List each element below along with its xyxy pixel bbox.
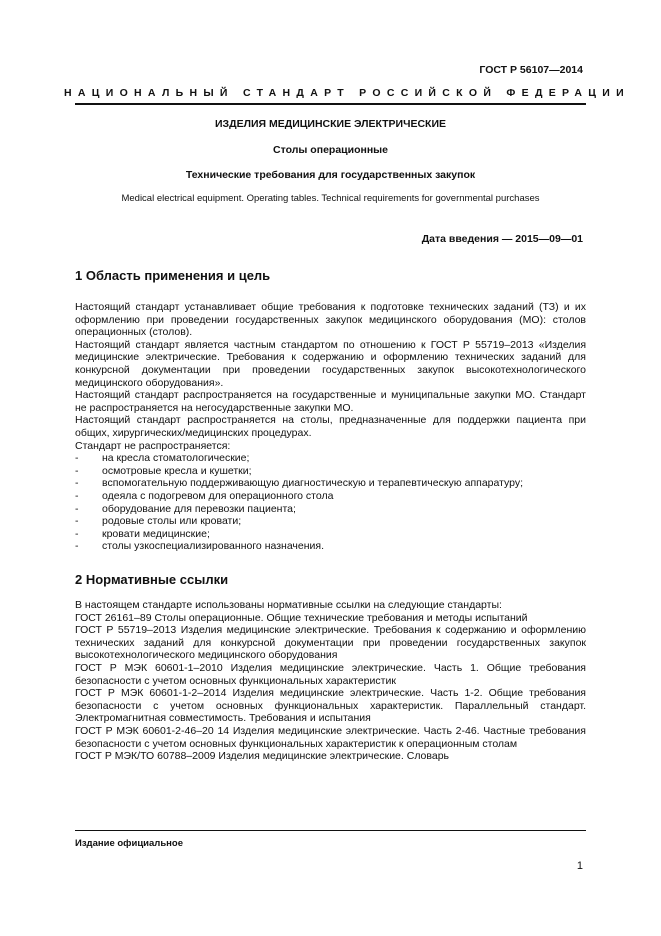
- reference-item: ГОСТ Р МЭК/ТО 60788–2009 Изделия медицинские электрические. Словарь: [75, 750, 450, 763]
- section-1-body: [75, 301, 586, 553]
- document-code: ГОСТ Р 56107—2014: [479, 64, 583, 76]
- standard-subtitle: Столы операционные: [273, 144, 388, 156]
- paragraph: Настоящий стандарт распространяется на государственные и муниципальные закупки МО. Стандарт не распространяется на негосударственные закупки МО.: [75, 389, 586, 414]
- reference-item: ГОСТ 26161–89 Столы операционные. Общие технические требования и методы испытаний: [75, 611, 528, 624]
- list-item-text: оборудование для перевозки пациента;: [102, 502, 296, 515]
- list-dash: -: [75, 502, 79, 515]
- reference-item: ГОСТ Р МЭК 60601-1-2–2014 Изделия медицинские электрические. Часть 1-2. Общие требования безопасности с учетом основных функциональных характеристик. Параллельный стандарт. Электромагнитная совместимость. Требования и испытания: [75, 687, 586, 725]
- list-item: [75, 540, 586, 553]
- list-dash: -: [75, 452, 79, 465]
- list-dash: -: [75, 515, 79, 528]
- paragraph: Настоящий стандарт устанавливает общие требования к подготовке технических заданий (ТЗ) и их оформлению при проведении государственных закупок медицинского оборудования (МО): столов операционных (столов).: [75, 301, 586, 339]
- paragraph: Настоящий стандарт распространяется на столы, предназначенные для поддержки пациента при общих, хирургических/медицинских процедурах.: [75, 414, 586, 439]
- list-item: [75, 515, 586, 528]
- list-item: [75, 503, 586, 516]
- reference-item: ГОСТ Р МЭК 60601-1–2010 Изделия медицинские электрические. Часть 1. Общие требования безопасности с учетом основных функциональных характеристик: [75, 661, 586, 687]
- list-item-text: на кресла стоматологические;: [102, 452, 250, 465]
- section-1-heading: 1 Область применения и цель: [75, 268, 271, 283]
- standard-requirements-title: Технические требования для государственных закупок: [185, 169, 476, 181]
- list-dash: -: [75, 464, 79, 477]
- national-standard-banner: НАЦИОНАЛЬНЫЙ СТАНДАРТ РОССИЙСКОЙ ФЕДЕРАЦИИ: [64, 87, 630, 99]
- list-item: [75, 477, 586, 490]
- reference-item: ГОСТ Р МЭК 60601-2-46–20 14 Изделия медицинские электрические. Часть 2-46. Частные требования безопасности с учетом основных функциональных характеристик к операционным столам: [75, 724, 586, 750]
- list-item: [75, 528, 586, 541]
- list-dash: -: [75, 540, 79, 553]
- page-number: 1: [576, 860, 583, 872]
- reference-item: ГОСТ Р 55719–2013 Изделия медицинские электрические. Требования к содержанию и оформлению технических заданий для конкурсной документации при проведении государственных закупок высокотехнологического медицинского оборудования: [75, 624, 586, 662]
- list-dash: -: [75, 527, 79, 540]
- list-dash: -: [75, 489, 79, 502]
- official-edition-label: Издание официальное: [75, 838, 183, 849]
- paragraph: Стандарт не распространяется:: [75, 439, 231, 452]
- section-2-body: [75, 599, 586, 763]
- list-item-text: одеяла с подогревом для операционного стола: [102, 489, 334, 502]
- introduction-date: Дата введения — 2015—09—01: [421, 233, 583, 245]
- header-divider: [75, 103, 586, 105]
- list-item-text: вспомогательную поддерживающую диагностическую и терапевтическую аппаратуру;: [102, 477, 524, 490]
- list-item-text: родовые столы или кровати;: [102, 515, 242, 528]
- standard-title: ИЗДЕЛИЯ МЕДИЦИНСКИЕ ЭЛЕКТРИЧЕСКИЕ: [214, 118, 447, 130]
- list-item: [75, 465, 586, 478]
- list-item-text: осмотровые кресла и кушетки;: [102, 464, 252, 477]
- exclusions-list: [75, 452, 586, 553]
- section-2-heading: 2 Нормативные ссылки: [75, 572, 229, 587]
- paragraph: В настоящем стандарте использованы нормативные ссылки на следующие стандарты:: [75, 599, 502, 611]
- list-item: [75, 490, 586, 503]
- english-title: Medical electrical equipment. Operating tables. Technical requirements for governmental purchases: [121, 193, 540, 204]
- list-item-text: столы узкоспециализированного назначения.: [102, 540, 325, 553]
- footer-divider: [75, 830, 586, 831]
- list-item-text: кровати медицинские;: [102, 527, 210, 540]
- list-item: [75, 452, 586, 465]
- list-dash: -: [75, 477, 79, 490]
- paragraph: Настоящий стандарт является частным стандартом по отношению к ГОСТ Р 55719–2013 «Изделия медицинские электрические. Требования к содержанию и оформлению технических заданий для конкурсной документации при проведении государственных закупок высокотехнологического медицинского оборудования».: [75, 338, 586, 389]
